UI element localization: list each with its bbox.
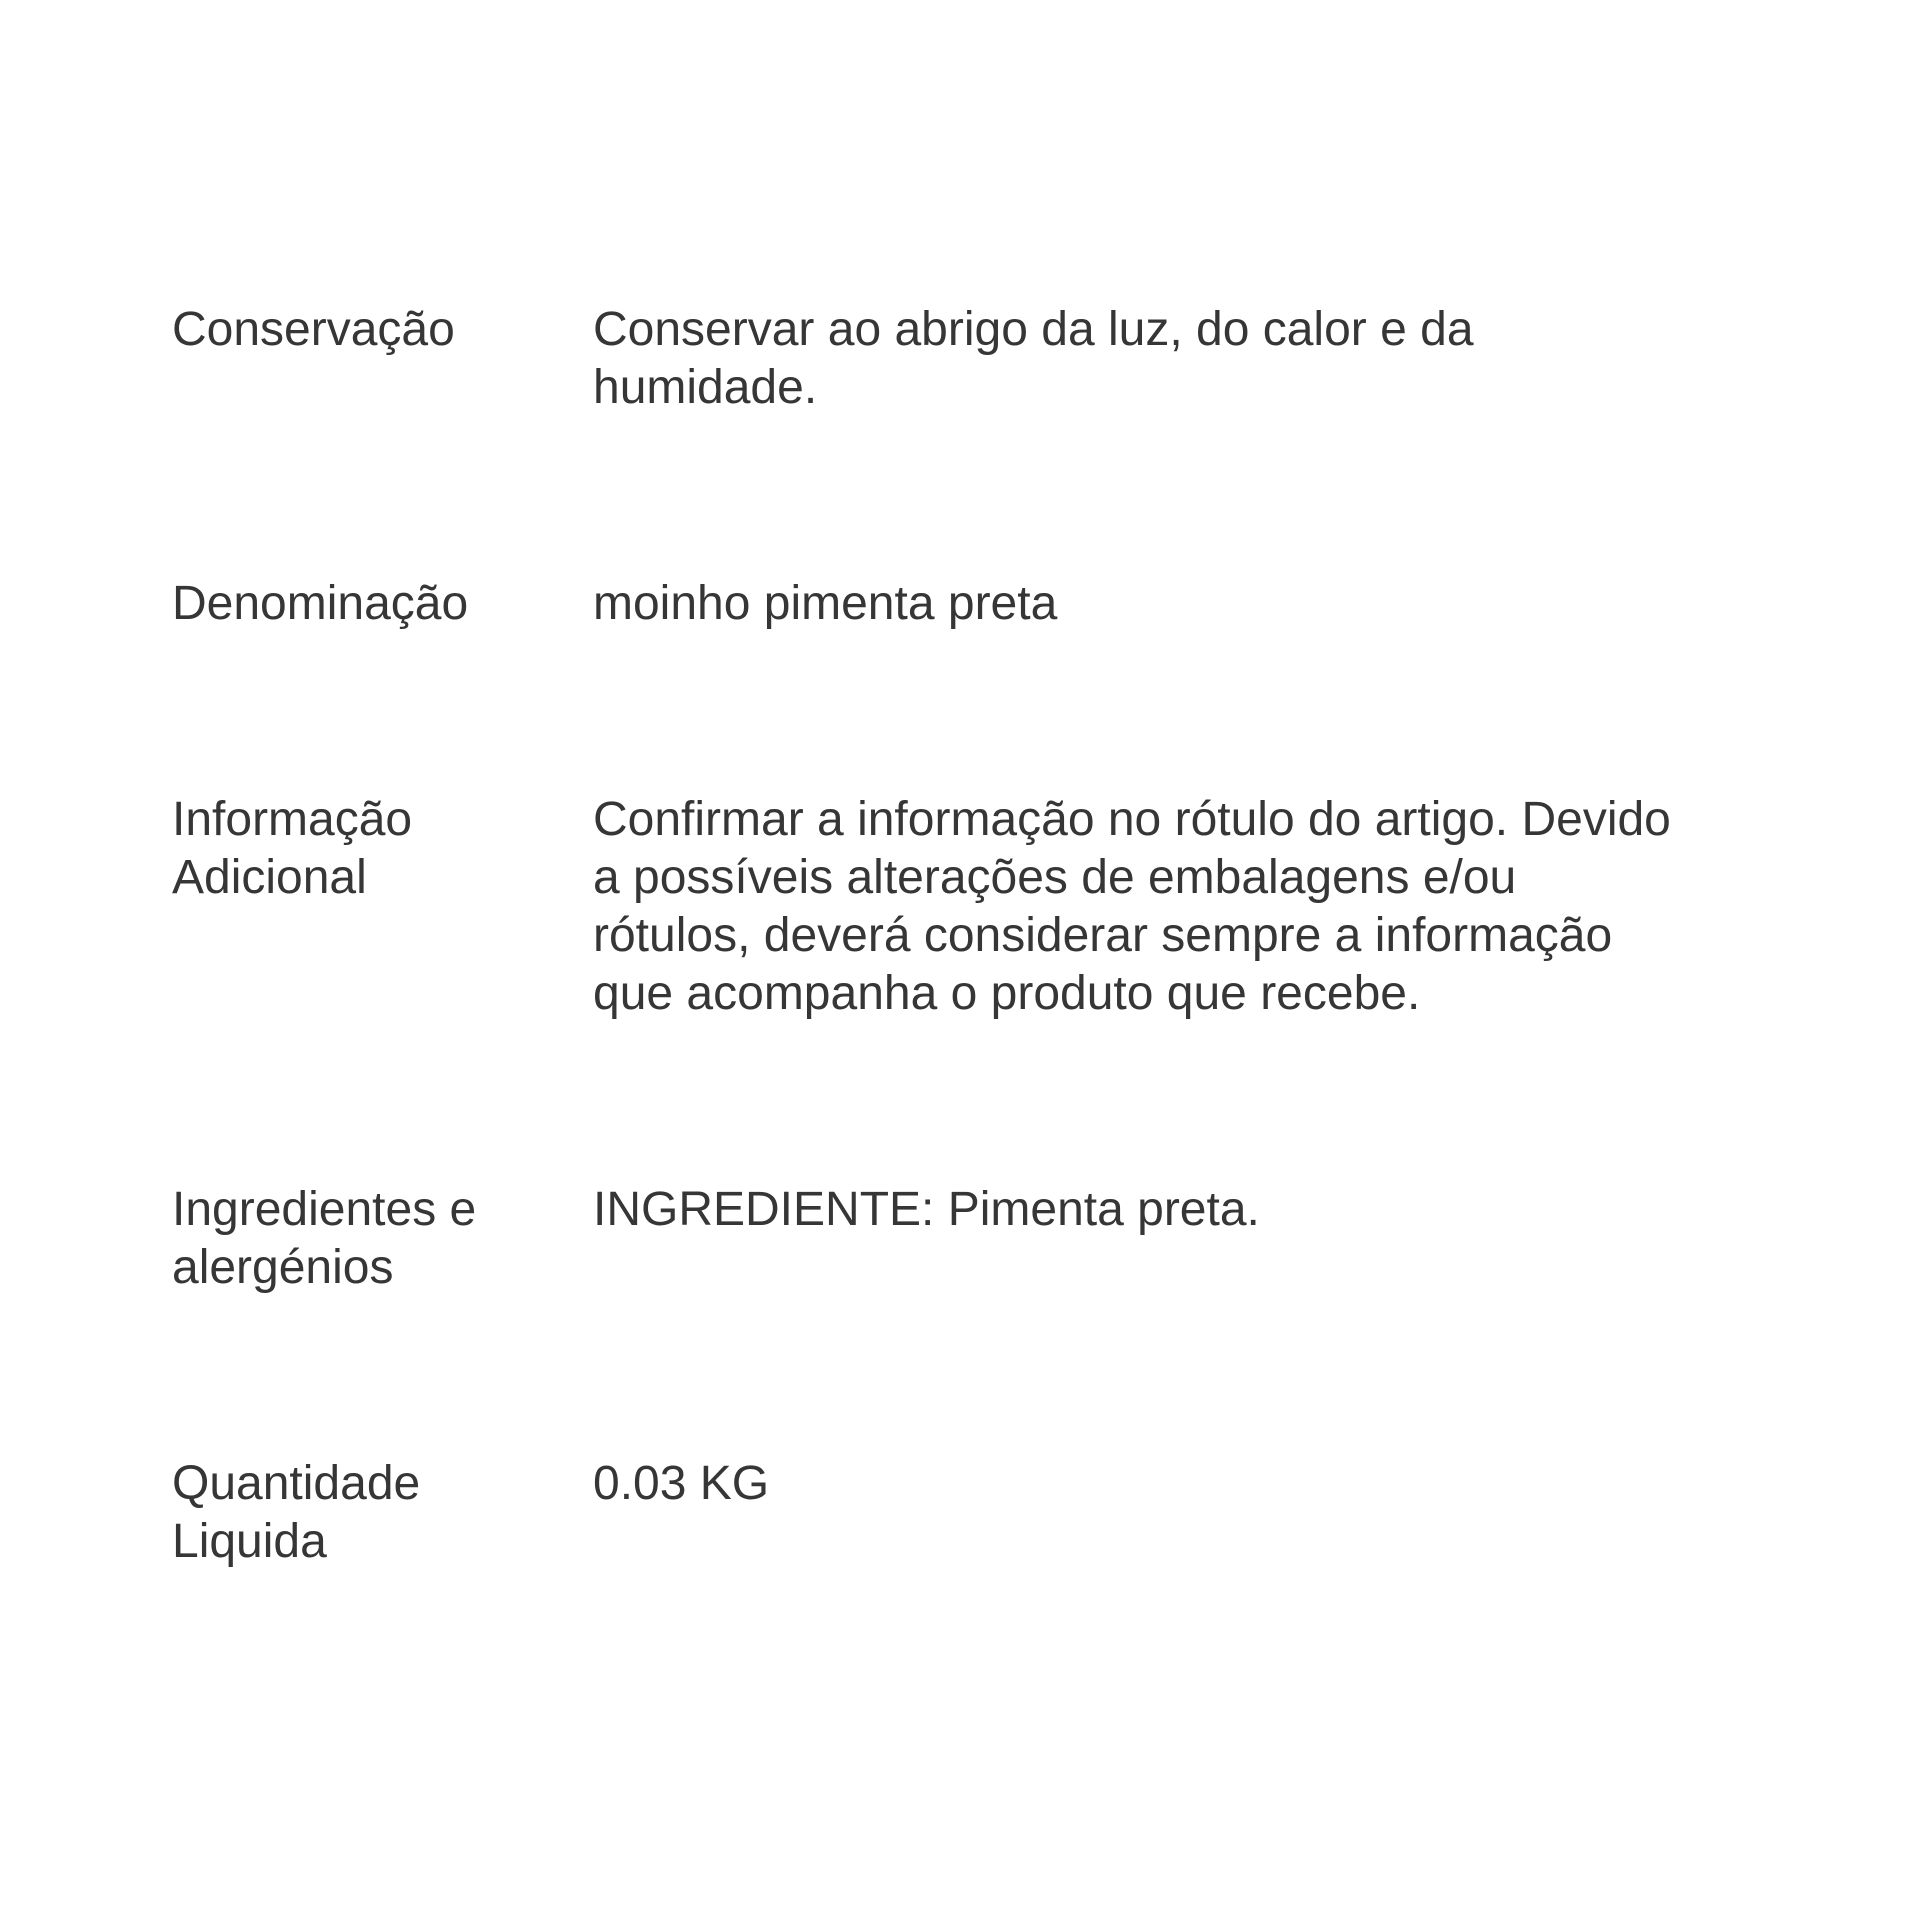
spec-label-informacao-adicional: Informação Adicional <box>172 793 413 904</box>
spec-value-informacao-adicional: Confirmar a informação no rótulo do artigo. Devido a possíveis alterações de embalagens e/ou rótulos, deverá considerar sempre a informação que acompanha o produto que recebe. <box>593 793 1671 1020</box>
spec-row-denominacao <box>172 575 1678 633</box>
spec-row-conservacao <box>172 301 1678 417</box>
spec-value-conservacao: Conservar ao abrigo da luz, do calor e da humidade. <box>593 303 1474 414</box>
spec-value-ingredientes-alergenios: INGREDIENTE: Pimenta preta. <box>593 1183 1260 1236</box>
product-details-table <box>172 301 1678 1729</box>
spec-row-informacao-adicional <box>172 791 1678 1023</box>
spec-value-quantidade-liquida: 0.03 KG <box>593 1457 770 1510</box>
spec-row-ingredientes-alergenios <box>172 1181 1678 1297</box>
spec-label-conservacao: Conservação <box>172 303 455 356</box>
spec-label-denominacao: Denominação <box>172 577 469 630</box>
spec-label-quantidade-liquida: Quantidade Liquida <box>172 1457 421 1568</box>
spec-value-denominacao: moinho pimenta preta <box>593 577 1058 630</box>
spec-row-quantidade-liquida <box>172 1455 1678 1571</box>
spec-label-ingredientes-alergenios: Ingredientes e alergénios <box>172 1183 477 1294</box>
